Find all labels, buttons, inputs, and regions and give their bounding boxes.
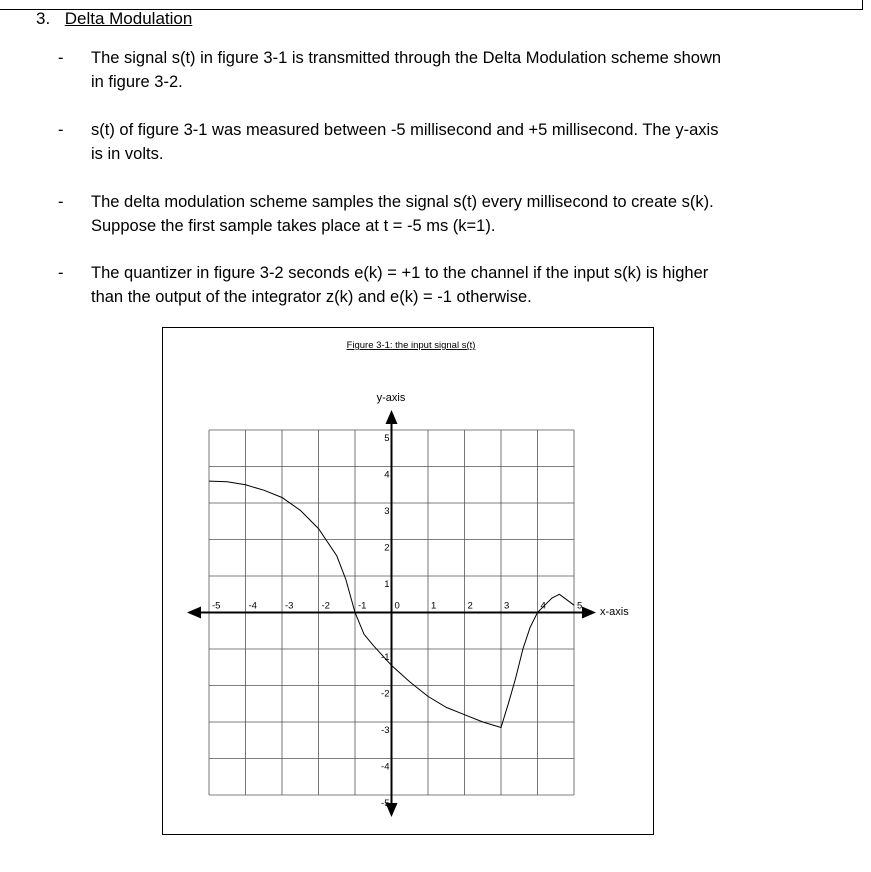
bullet-item (58, 261, 848, 309)
bullet-line: than the output of the integrator z(k) and e(k) = -1 otherwise. (91, 288, 532, 306)
section-heading (36, 9, 192, 29)
bullet-line: is in volts. (91, 145, 164, 163)
bullet-item (58, 46, 848, 94)
figure-chart (163, 328, 653, 834)
y-axis-label: y-axis (376, 392, 406, 404)
y-tick-label: 3 (384, 506, 390, 517)
x-tick-label: -3 (285, 600, 294, 612)
x-tick-label: 4 (540, 600, 546, 612)
y-axis-up-arrow-icon (386, 410, 398, 424)
bullet-item (58, 190, 848, 238)
y-tick-label: 2 (384, 542, 390, 554)
bullet-line: Suppose the first sample takes place at t = -5 ms (k=1). (91, 217, 496, 235)
bullet-line: in figure 3-2. (91, 73, 183, 91)
x-axis-left-arrow-icon (187, 607, 201, 619)
bullet-item (58, 118, 848, 166)
bullet-line: The signal s(t) in figure 3-1 is transmitted through the Delta Modulation scheme shown (91, 49, 722, 67)
x-tick-label: 1 (431, 600, 437, 612)
bullet-dash: - (58, 193, 64, 211)
y-tick-label: -3 (381, 725, 390, 736)
x-tick-label: -5 (212, 600, 221, 612)
section-title: Delta Modulation (64, 9, 193, 28)
x-axis-label: x-axis (600, 606, 629, 618)
x-tick-label: 5 (577, 600, 583, 612)
bullet-dash: - (58, 264, 64, 282)
bullet-line: The quantizer in figure 3-2 seconds e(k) = +1 to the channel if the input s(k) is higher (91, 264, 709, 282)
x-tick-label: -2 (321, 600, 330, 612)
section-number: 3. (36, 9, 51, 28)
y-tick-label: -1 (381, 652, 390, 663)
bullet-line: The delta modulation scheme samples the signal s(t) every millisecond to create s(k). (91, 193, 714, 211)
x-tick-label: 0 (394, 600, 400, 612)
y-tick-label: -2 (381, 688, 390, 700)
x-axis-right-arrow-icon (582, 607, 596, 619)
y-tick-label: 4 (384, 469, 390, 481)
bullet-dash: - (58, 49, 64, 67)
bullet-dash: - (58, 121, 64, 139)
x-tick-label: -1 (358, 600, 367, 612)
figure-frame (162, 327, 654, 835)
x-tick-label: 2 (467, 600, 473, 612)
chart-title: Figure 3-1: the input signal s(t) (346, 340, 476, 351)
bullet-line: s(t) of figure 3-1 was measured between -5 millisecond and +5 millisecond. The y-axis (91, 121, 719, 139)
y-tick-label: 1 (384, 579, 390, 590)
y-tick-label: 5 (384, 433, 390, 444)
y-tick-label: -5 (381, 798, 390, 809)
x-tick-label: -4 (248, 600, 257, 612)
x-tick-label: 3 (504, 600, 510, 612)
y-tick-label: -4 (381, 761, 390, 773)
